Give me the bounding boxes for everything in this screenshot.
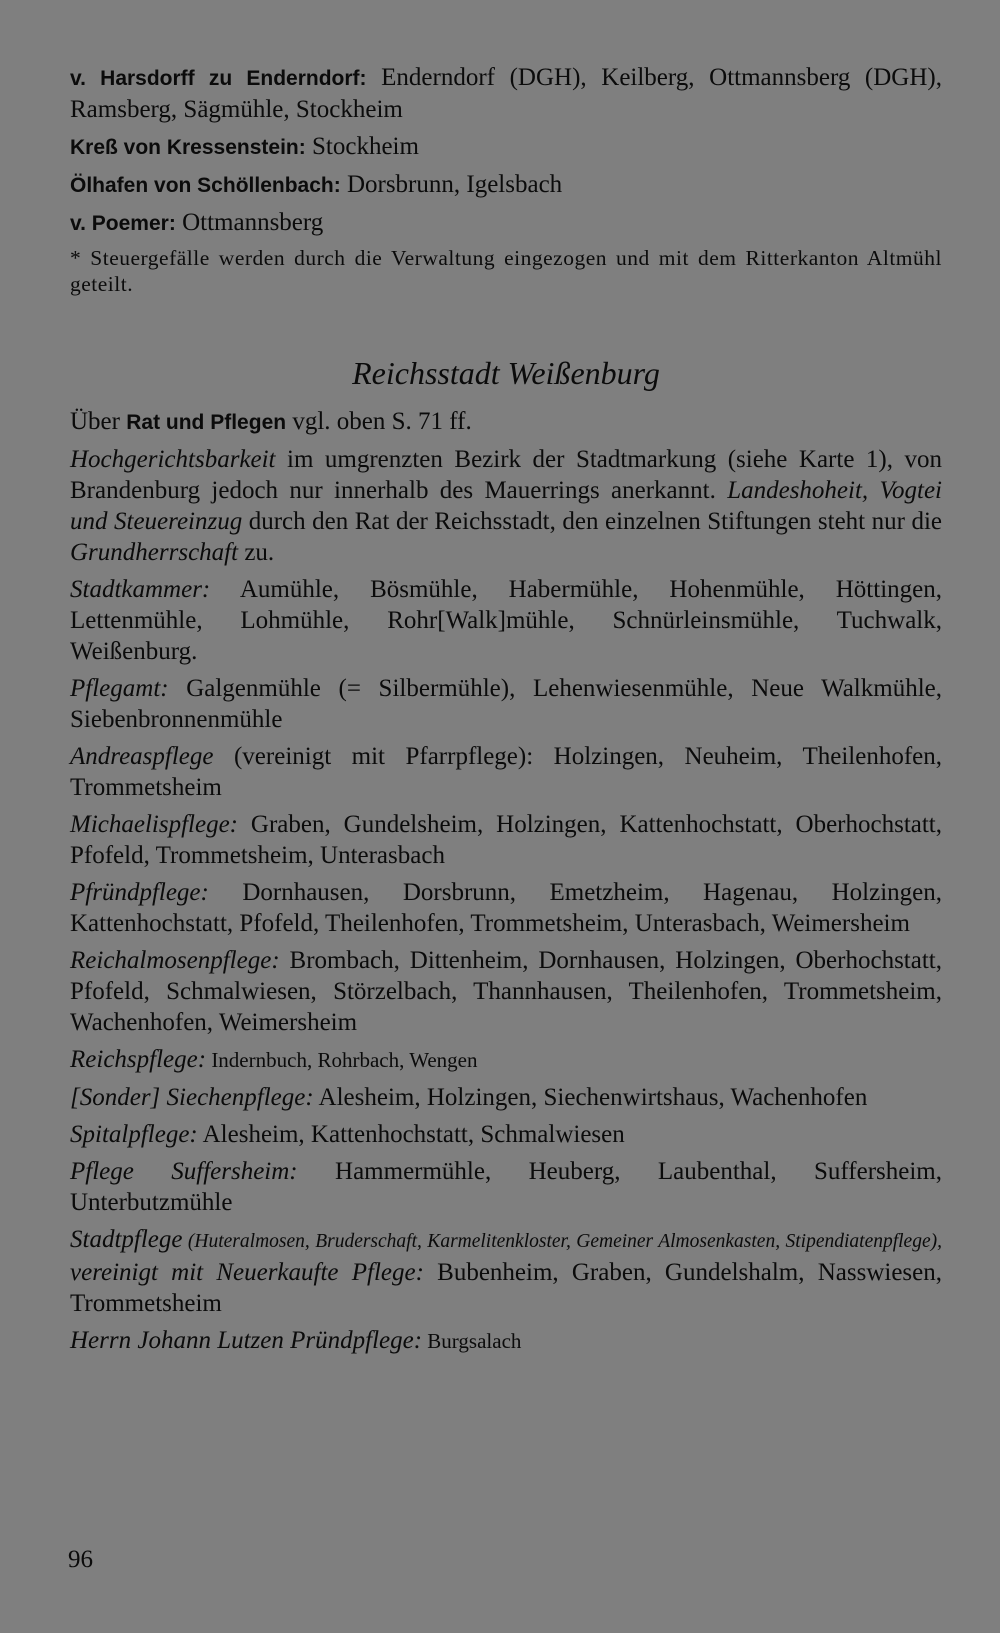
entry-subnote: (Huteralmosen, Bruderschaft, Karmelitenkloster, Gemeiner Almosenkasten, Stipendiatenpflege), <box>182 1231 942 1252</box>
jurisdiction-text-1: im umgrenzten Bezirk der Stadtmarkung (siehe Karte 1), von Brandenburg jedoch nur innerhalb des Mauerrings anerkannt. <box>70 446 942 504</box>
term-landeshoheit: Landeshoheit, Vogtei und Steuereinzug <box>70 477 942 535</box>
entry-label: Pflege Suffersheim: <box>70 1158 298 1185</box>
document-page <box>70 62 942 1363</box>
owner-label: v. Harsdorff zu Enderndorf: <box>70 67 367 90</box>
owner-entry-poemer <box>70 207 942 239</box>
list-item <box>70 1156 942 1218</box>
list-item <box>70 1044 942 1076</box>
page-number: 96 <box>68 1546 93 1573</box>
entry-text: Galgenmühle (= Silbermühle), Lehenwiesenmühle, Neue Walkmühle, Siebenbronnenmühle <box>70 675 942 733</box>
entry-label: Pfründpflege: <box>70 879 209 906</box>
list-item <box>70 1325 942 1357</box>
list-item <box>70 673 942 735</box>
list-item <box>70 945 942 1038</box>
entry-label: Andreaspflege <box>70 743 214 770</box>
list-item <box>70 809 942 871</box>
intro-line <box>70 406 942 438</box>
intro-bold: Rat und Pflegen <box>126 411 287 434</box>
entry-text: Alesheim, Kattenhochstatt, Schmalwiesen <box>197 1121 625 1148</box>
entry-text: Indernbuch, Rohrbach, Wengen <box>206 1048 478 1072</box>
entry-label: Spitalpflege: <box>70 1121 198 1148</box>
owner-label: Kreß von Kressenstein: <box>70 136 306 159</box>
owner-entry-oelhafen <box>70 169 942 201</box>
term-hochgericht: Hochgerichtsbarkeit <box>70 446 276 473</box>
owner-label: v. Poemer: <box>70 212 176 235</box>
entry-text: Bubenheim, Graben, Gundelshalm, Nasswiesen, Trommetsheim <box>70 1259 942 1317</box>
entry-label: Reichspflege: <box>70 1046 207 1073</box>
jurisdiction-paragraph <box>70 444 942 568</box>
owner-entry-kress <box>70 131 942 163</box>
list-item <box>70 741 942 803</box>
entry-text: Aumühle, Bösmühle, Habermühle, Hohenmühle, Höttingen, Lettenmühle, Lohmühle, Rohr[Walk]mühle, Schnürleinsmühle, Tuchwalk, Weißenburg. <box>70 576 942 665</box>
entry-label-2: vereinigt mit Neuerkaufte Pflege: <box>70 1259 424 1286</box>
owner-places: Dorsbrunn, Igelsbach <box>340 171 563 198</box>
intro-prefix: Über <box>70 408 127 435</box>
entry-text: (vereinigt mit Pfarrpflege): Holzingen, Neuheim, Theilenhofen, Trommetsheim <box>70 743 942 801</box>
entry-text: Graben, Gundelsheim, Holzingen, Kattenhochstatt, Oberhochstatt, Pfofeld, Trommetsheim, Unterasbach <box>70 811 942 869</box>
entry-text: Burgsalach <box>422 1329 522 1353</box>
footnote: * Steuergefälle werden durch die Verwaltung eingezogen und mit dem Ritterkanton Altmühl geteilt. <box>70 246 942 296</box>
jurisdiction-text-3: zu. <box>238 539 275 566</box>
owner-places: Ottmannsberg <box>175 209 324 236</box>
section-heading: Reichsstadt Weißenburg <box>352 355 660 391</box>
entry-label: Pflegamt: <box>70 675 169 702</box>
entry-text: Dornhausen, Dorsbrunn, Emetzheim, Hagenau, Holzingen, Kattenhochstatt, Pfofeld, Theilenhofen, Trommetsheim, Unterasbach, Weimersheim <box>70 879 942 937</box>
entry-text: Alesheim, Holzingen, Siechenwirtshaus, Wachenhofen <box>313 1084 868 1111</box>
entry-label: Herrn Johann Lutzen Pründpflege: <box>70 1327 423 1354</box>
jurisdiction-text-2: durch den Rat der Reichsstadt, den einzelnen Stiftungen steht nur die <box>242 508 942 535</box>
owner-places: Stockheim <box>305 133 419 160</box>
intro-suffix: vgl. oben S. 71 ff. <box>286 408 472 435</box>
entry-text: Brombach, Dittenheim, Dornhausen, Holzingen, Oberhochstatt, Pfofeld, Schmalwiesen, Störzelbach, Thannhausen, Theilenhofen, Trommetsheim, Wachenhofen, Weimersheim <box>70 947 942 1036</box>
list-item <box>70 1082 942 1113</box>
entry-text: Hammermühle, Heuberg, Laubenthal, Suffersheim, Unterbutzmühle <box>70 1158 942 1216</box>
entry-label: Stadtpflege <box>70 1226 183 1253</box>
entry-label: Michaelispflege: <box>70 811 238 838</box>
list-item <box>70 574 942 667</box>
owner-places: Enderndorf (DGH), Keilberg, Ottmannsberg (DGH), Ramsberg, Sägmühle, Stockheim <box>70 64 942 123</box>
list-item <box>70 877 942 939</box>
owner-entry-harsdorff <box>70 62 942 125</box>
entry-label: Reichalmosenpflege: <box>70 947 280 974</box>
list-item <box>70 1119 942 1150</box>
list-item-stadtpflege <box>70 1224 942 1319</box>
owner-label: Ölhafen von Schöllenbach: <box>70 174 341 197</box>
entry-label: Stadtkammer: <box>70 576 211 603</box>
term-grundherrschaft: Grundherrschaft <box>70 539 239 566</box>
entry-label: [Sonder] Siechenpflege: <box>70 1084 314 1111</box>
